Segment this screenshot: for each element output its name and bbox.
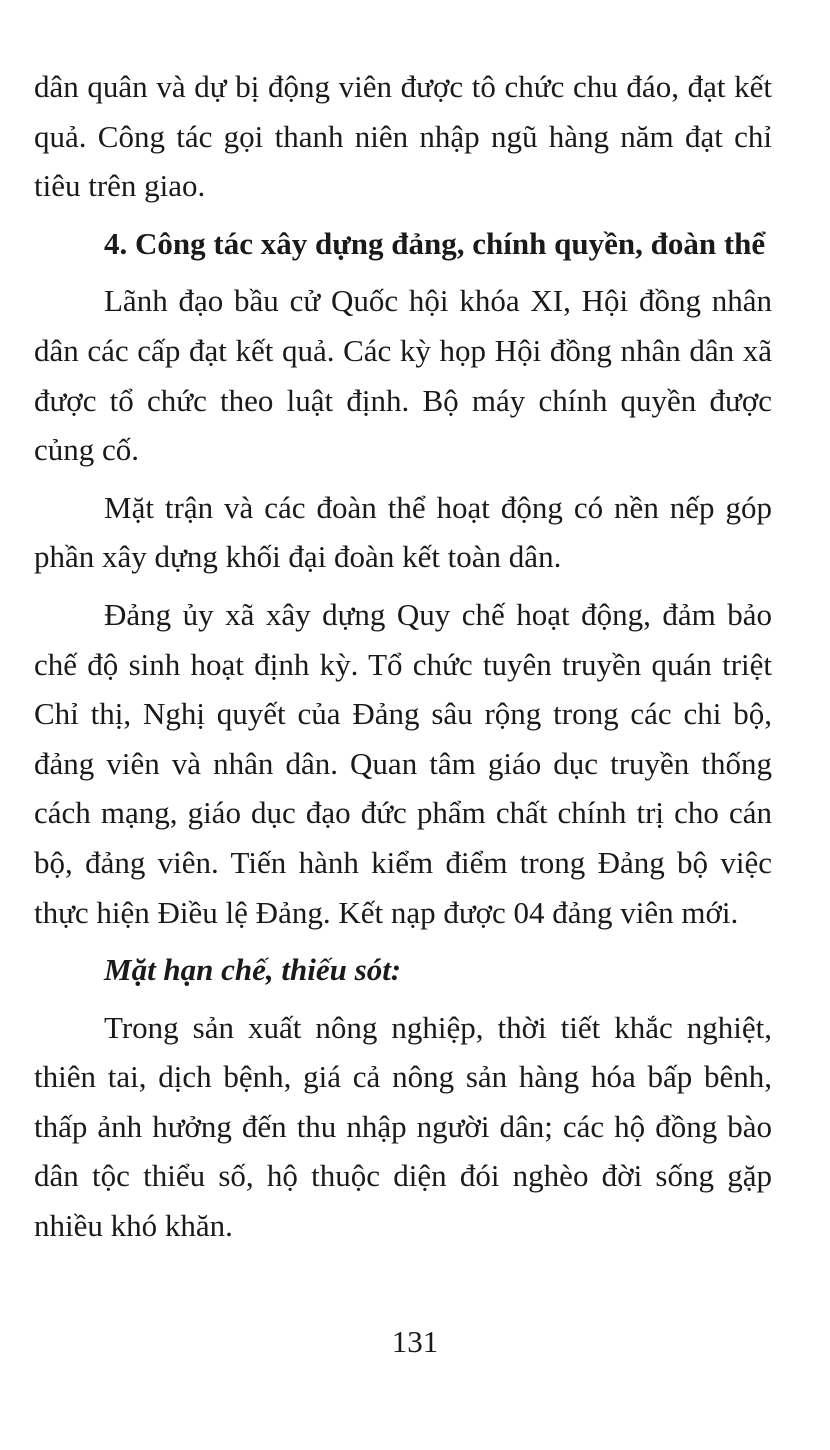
section-heading: 4. Công tác xây dựng đảng, chính quyền, đoàn thể [104, 225, 766, 261]
page-number: 131 [391, 1324, 439, 1359]
paragraph-agriculture: Trong sản xuất nông nghiệp, thời tiết khắc nghiệt, thiên tai, dịch bệnh, giá cả nông sản hàng hóa bấp bênh, thấp ảnh hưởng đến thu nhập người dân; các hộ đồng bào dân tộc thiểu số, hộ thuộc diện đói nghèo đời sống gặp nhiều khó khăn. [34, 1009, 772, 1244]
paragraph-front: Mặt trận và các đoàn thể hoạt động có nền nếp góp phần xây dựng khối đại đoàn kết toàn dân. [34, 489, 772, 575]
paragraph-elections: Lãnh đạo bầu cử Quốc hội khóa XI, Hội đồng nhân dân các cấp đạt kết quả. Các kỳ họp Hội đồng nhân dân xã được tổ chức theo luật định. Bộ máy chính quyền được củng cố. [34, 283, 772, 468]
subheading-limitations: Mặt hạn chế, thiếu sót: [104, 952, 402, 988]
paragraph-continuation: dân quân và dự bị động viên được tô chức chu đáo, đạt kết quả. Công tác gọi thanh niên nhập ngũ hàng năm đạt chỉ tiêu trên giao. [34, 69, 772, 204]
page-body [34, 62, 772, 1259]
paragraph-party-committee: Đảng ủy xã xây dựng Quy chế hoạt động, đảm bảo chế độ sinh hoạt định kỳ. Tổ chức tuyên truyền quán triệt Chỉ thị, Nghị quyết của Đảng sâu rộng trong các chi bộ, đảng viên và nhân dân. Quan tâm giáo dục truyền thống cách mạng, giáo dục đạo đức phẩm chất chính trị cho cán bộ, đảng viên. Tiến hành kiểm điểm trong Đảng bộ việc thực hiện Điều lệ Đảng. Kết nạp được 04 đảng viên mới. [34, 596, 772, 930]
